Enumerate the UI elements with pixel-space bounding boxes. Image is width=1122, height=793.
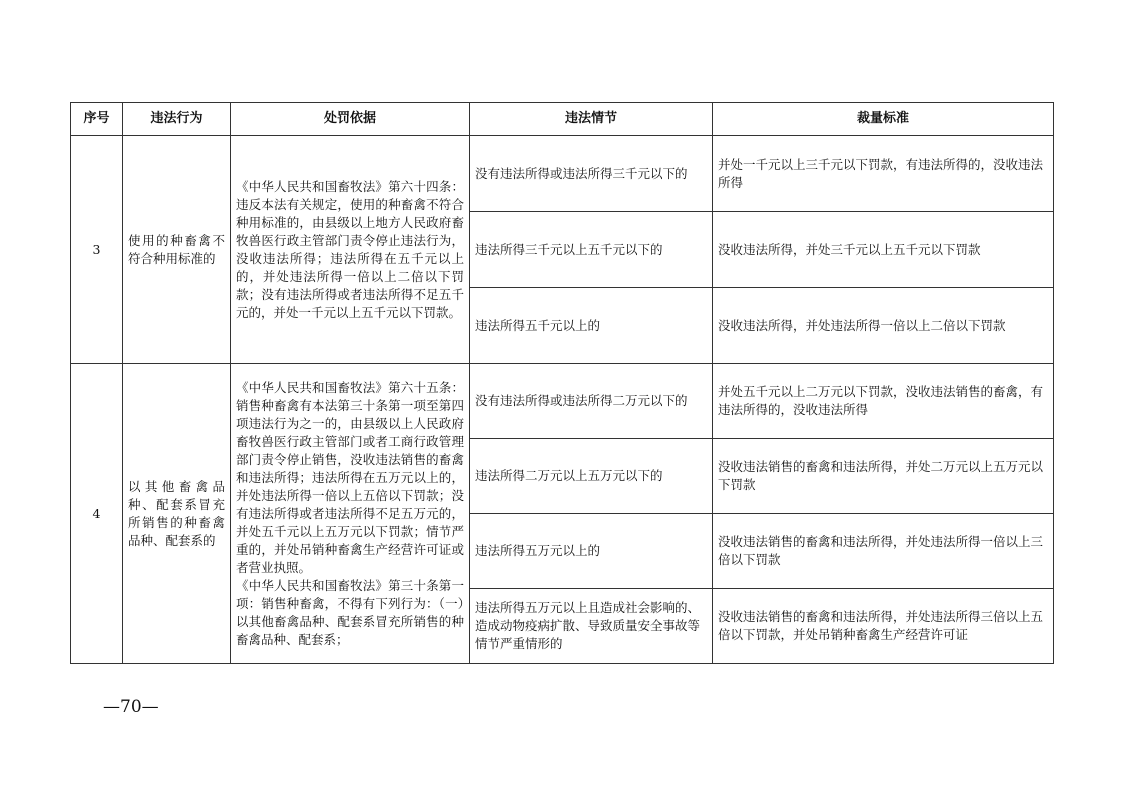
header-circumstance: 违法情节 <box>470 103 713 136</box>
circumstance-cell: 违法所得五万元以上的 <box>470 514 713 589</box>
standard-cell: 没收违法所得，并处三千元以上五千元以下罚款 <box>713 212 1054 288</box>
basis-paragraph: 《中华人民共和国畜牧法》第三十条第一项：销售种畜禽，不得有下列行为：（一）以其他畜禽品种、配套系冒充所销售的种畜禽品种、配套系； <box>236 577 464 647</box>
circumstance-cell: 没有违法所得或违法所得三千元以下的 <box>470 136 713 212</box>
standard-cell: 没收违法销售的畜禽和违法所得，并处违法所得三倍以上五倍以下罚款，并处吊销种畜禽生产经营许可证 <box>713 589 1054 664</box>
standard-cell: 没收违法所得，并处违法所得一倍以上二倍以下罚款 <box>713 288 1054 364</box>
table-row <box>71 364 1054 439</box>
violation-act: 以其他畜禽品种、配套系冒充所销售的种畜禽品种、配套系的 <box>123 364 231 664</box>
basis-paragraph: 《中华人民共和国畜牧法》第六十四条：违反本法有关规定，使用的种畜禽不符合种用标准的，由县级以上地方人民政府畜牧兽医行政主管部门责令停止违法行为，没收违法所得；违法所得在五千元以上的，并处违法所得一倍以上二倍以下罚款；没有违法所得或者违法所得不足五千元的，并处一千元以上五千元以下罚款。 <box>236 178 464 320</box>
header-act: 违法行为 <box>123 103 231 136</box>
penalty-table <box>70 102 1054 664</box>
page-number: —70— <box>103 697 159 717</box>
header-standard: 裁量标准 <box>713 103 1054 136</box>
circumstance-cell: 违法所得五千元以上的 <box>470 288 713 364</box>
header-no: 序号 <box>71 103 123 136</box>
row-number: 4 <box>71 364 123 664</box>
standard-cell: 没收违法销售的畜禽和违法所得，并处违法所得一倍以上三倍以下罚款 <box>713 514 1054 589</box>
penalty-basis <box>231 364 470 664</box>
standard-cell: 并处一千元以上三千元以下罚款，有违法所得的，没收违法所得 <box>713 136 1054 212</box>
row-number: 3 <box>71 136 123 364</box>
circumstance-cell: 违法所得三千元以上五千元以下的 <box>470 212 713 288</box>
violation-act: 使用的种畜禽不符合种用标准的 <box>123 136 231 364</box>
basis-paragraph: 《中华人民共和国畜牧法》第六十五条：销售种畜禽有本法第三十条第一项至第四项违法行为之一的，由县级以上人民政府畜牧兽医行政主管部门或者工商行政管理部门责令停止销售，没收违法销售的畜禽和违法所得；违法所得在五万元以上的，并处违法所得一倍以上五倍以下罚款；没有违法所得或者违法所得不足五万元的，并处五千元以上五万元以下罚款；情节严重的，并处吊销种畜禽生产经营许可证或者营业执照。 <box>236 379 464 575</box>
standard-cell: 并处五千元以上二万元以下罚款，没收违法销售的畜禽，有违法所得的，没收违法所得 <box>713 364 1054 439</box>
circumstance-cell: 违法所得五万元以上且造成社会影响的、造成动物疫病扩散、导致质量安全事故等情节严重情形的 <box>470 589 713 664</box>
penalty-basis <box>231 136 470 364</box>
header-basis: 处罚依据 <box>231 103 470 136</box>
circumstance-cell: 没有违法所得或违法所得二万元以下的 <box>470 364 713 439</box>
table-row <box>71 136 1054 212</box>
standard-cell: 没收违法销售的畜禽和违法所得，并处二万元以上五万元以下罚款 <box>713 439 1054 514</box>
circumstance-cell: 违法所得二万元以上五万元以下的 <box>470 439 713 514</box>
header-row <box>71 103 1054 136</box>
